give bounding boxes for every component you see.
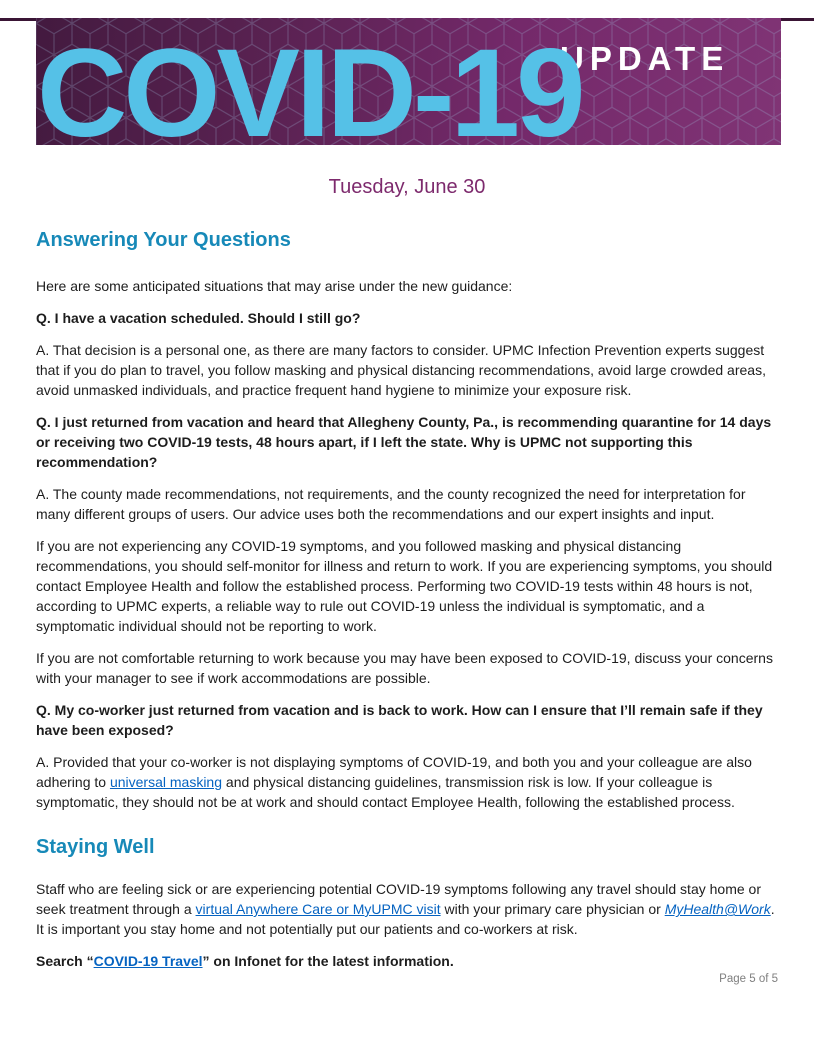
staying-well-paragraph (36, 879, 778, 939)
date-line: Tuesday, June 30 (328, 176, 486, 198)
footer-page-number: Page 5 of 5 (719, 973, 778, 985)
answer-2-paragraph-3: If you are not comfortable returning to work because you may have been exposed to COVID-19, discuss your concerns with your manager to see if work accommodations are possible. (36, 650, 773, 686)
anywhere-care-myupmc-link[interactable]: virtual Anywhere Care or MyUPMC visit (195, 901, 441, 917)
answer-2: A. The county made recommendations, not requirements, and the county recognized the need for interpretation for many different groups of users. Our advice uses both the recommendations and our expert insights and input. (36, 486, 746, 522)
text-run: Staff who are feeling sick or are experiencing potential COVID-19 symptoms following any travel should stay home or seek treatment through a (36, 881, 761, 917)
update-label: UPDATE (560, 40, 730, 77)
section-heading-answering: Answering Your Questions (36, 229, 291, 251)
text-run: . It is important you stay home and not potentially put our patients and co-workers at risk. (36, 901, 775, 937)
document-body (36, 176, 778, 985)
question-1: Q. I have a vacation scheduled. Should I still go? (36, 310, 361, 326)
covid-19-travel-link[interactable]: COVID-19 Travel (93, 953, 203, 969)
text-run: ” on Infonet for the latest information. (202, 953, 454, 969)
intro-paragraph: Here are some anticipated situations that may arise under the new guidance: (36, 278, 513, 294)
question-3: Q. My co-worker just returned from vacation and is back to work. How can I ensure that I’ll remain safe if they have been exposed? (36, 702, 763, 738)
text-run: and physical distancing guidelines, transmission risk is low. If your colleague is symptomatic, they should not be at work and should contact Employee Health, following the established process. (36, 774, 735, 810)
answer-2-paragraph-2: If you are not experiencing any COVID-19 symptoms, and you followed masking and physical distancing recommendations, you should self-monitor for illness and return to work. If you are experiencing symptoms, you should contact Employee Health and follow the established process. Performing two COVID-19 tests within 48 hours is not, according to UPMC experts, a reliable way to rule out COVID-19 unless the individual is symptomatic, and a symptomatic individual should not be reporting to work. (36, 538, 773, 634)
covid-update-banner (36, 18, 781, 145)
covid-19-headline: COVID-19 (37, 24, 582, 145)
text-run: with your primary care physician or (440, 901, 665, 917)
answer-1: A. That decision is a personal one, as there are many factors to consider. UPMC Infection Prevention experts suggest that if you do plan to travel, you follow masking and physical distancing recommendations, avoid large crowded areas, avoid unmasked individuals, and practice frequent hand hygiene to minimize your exposure risk. (36, 342, 766, 398)
text-run: Search “ (36, 953, 94, 969)
section-heading-staying-well: Staying Well (36, 836, 155, 858)
universal-masking-link[interactable]: universal masking (109, 774, 223, 790)
question-2: Q. I just returned from vacation and heard that Allegheny County, Pa., is recommending quarantine for 14 days or receiving two COVID-19 tests, 48 hours apart, if I left the state. Why is UPMC not supporting this recommendation? (36, 414, 772, 470)
myhealth-at-work-link[interactable]: MyHealth@Work (664, 901, 771, 917)
search-instruction (36, 951, 778, 971)
text-run: A. Provided that your co-worker is not displaying symptoms of COVID-19, and both you and your colleague are also adhering to (36, 754, 752, 790)
answer-3 (36, 752, 778, 812)
